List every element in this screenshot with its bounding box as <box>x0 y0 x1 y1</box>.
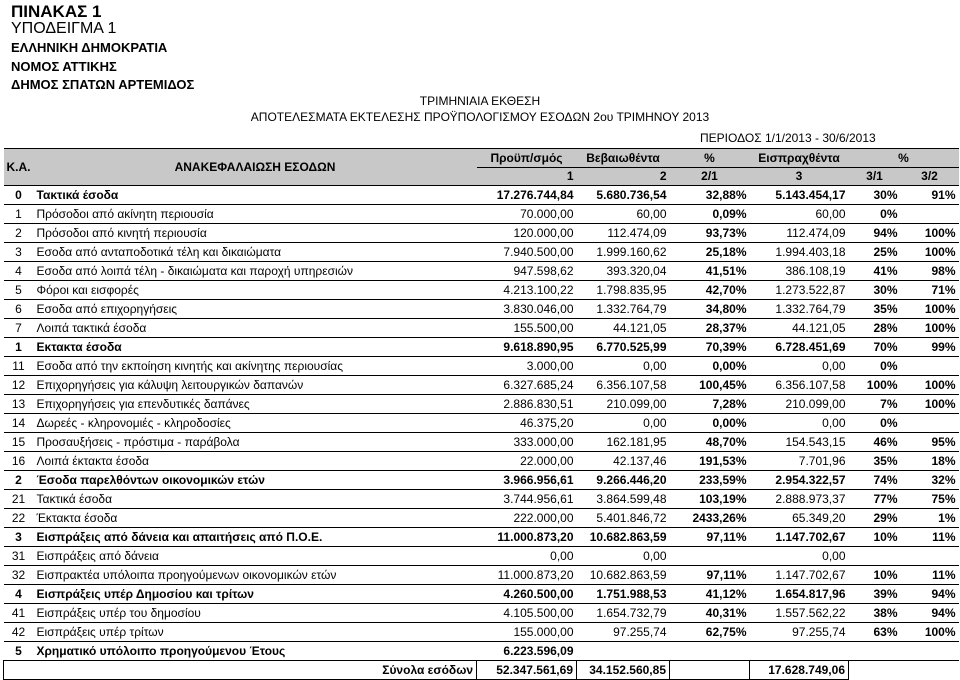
header-ka: Κ.Α. <box>4 149 34 186</box>
row-budget: 70.000,00 <box>477 205 577 224</box>
row-pct-collected-certified: 94% <box>901 585 959 604</box>
row-pct-collected-certified: 100% <box>901 623 959 642</box>
row-pct-collected-budget: 77% <box>849 490 901 509</box>
row-budget: 9.618.890,95 <box>477 338 577 357</box>
row-collected: 0,00 <box>750 357 849 376</box>
row-budget: 333.000,00 <box>477 433 577 452</box>
header-budget: Προϋπ/σμός <box>477 149 577 168</box>
row-certified: 44.121,05 <box>577 319 670 338</box>
row-certified: 1.751.988,53 <box>577 585 670 604</box>
row-pct-collected-budget: 7% <box>849 395 901 414</box>
table-header-row <box>4 149 959 168</box>
row-budget: 3.966.956,61 <box>477 471 577 490</box>
row-certified: 1.999.160,62 <box>577 243 670 262</box>
row-collected: 1.557.562,22 <box>750 604 849 623</box>
row-collected: 210.099,00 <box>750 395 849 414</box>
table-row <box>4 452 959 471</box>
row-pct-collected-budget: 30% <box>849 281 901 300</box>
row-certified: 6.356.107,58 <box>577 376 670 395</box>
row-collected: 0,00 <box>750 414 849 433</box>
colnum-5: 3/1 <box>849 168 901 186</box>
row-budget: 6.223.596,09 <box>477 642 577 661</box>
revenue-summary-table <box>3 148 959 680</box>
header-pct1: % <box>670 149 750 168</box>
row-name: Προσαυξήσεις - πρόστιμα - παράβολα <box>34 433 477 452</box>
row-certified: 6.770.525,99 <box>577 338 670 357</box>
row-name: Πρόσοδοι από κινητή περιουσία <box>34 224 477 243</box>
row-pct-collected-budget: 100% <box>849 376 901 395</box>
row-budget: 155.000,00 <box>477 623 577 642</box>
row-pct-collected-certified: 100% <box>901 243 959 262</box>
row-pct-collected-budget: 0% <box>849 414 901 433</box>
row-certified: 393.320,04 <box>577 262 670 281</box>
row-pct-collected-budget <box>849 547 901 566</box>
table-row <box>4 281 959 300</box>
row-name: Εισπρακτέα υπόλοιπα προηγούμενων οικονομικών ετών <box>34 566 477 585</box>
row-pct-certified: 233,59% <box>670 471 750 490</box>
row-budget: 4.105.500,00 <box>477 604 577 623</box>
row-name: Λοιπά τακτικά έσοδα <box>34 319 477 338</box>
row-pct-collected-certified: 100% <box>901 300 959 319</box>
row-collected: 386.108,19 <box>750 262 849 281</box>
colnum-6: 3/2 <box>901 168 959 186</box>
row-collected: 154.543,15 <box>750 433 849 452</box>
row-name: Επιχορηγήσεις για επενδυτικές δαπάνες <box>34 395 477 414</box>
row-collected: 1.332.764,79 <box>750 300 849 319</box>
row-code: 11 <box>4 357 34 376</box>
row-code: 21 <box>4 490 34 509</box>
row-pct-certified: 25,18% <box>670 243 750 262</box>
row-pct-certified: 97,11% <box>670 528 750 547</box>
row-pct-collected-certified: 94% <box>901 604 959 623</box>
row-certified: 0,00 <box>577 414 670 433</box>
table-row <box>4 490 959 509</box>
row-pct-collected-budget: 29% <box>849 509 901 528</box>
row-budget: 17.276.744,84 <box>477 186 577 205</box>
row-name: Δωρεές - κληρονομιές - κληροδοσίες <box>34 414 477 433</box>
row-certified: 9.266.446,20 <box>577 471 670 490</box>
totals-certified: 34.152.560,85 <box>577 661 670 680</box>
row-code: 1 <box>4 205 34 224</box>
table-row <box>4 319 959 338</box>
table-row <box>4 471 959 490</box>
row-collected: 44.121,05 <box>750 319 849 338</box>
row-pct-certified: 32,88% <box>670 186 750 205</box>
row-code: 7 <box>4 319 34 338</box>
table-row <box>4 357 959 376</box>
row-pct-collected-certified <box>901 205 959 224</box>
row-code: 32 <box>4 566 34 585</box>
row-certified: 10.682.863,59 <box>577 566 670 585</box>
row-pct-collected-budget: 28% <box>849 319 901 338</box>
row-pct-collected-certified: 100% <box>901 395 959 414</box>
row-name: Επιχορηγήσεις για κάλυψη λειτουργικών δαπανών <box>34 376 477 395</box>
row-pct-collected-budget: 35% <box>849 300 901 319</box>
prefecture-label: ΝΟΜΟΣ ΑΤΤΙΚΗΣ <box>11 59 117 74</box>
row-collected: 2.888.973,37 <box>750 490 849 509</box>
row-pct-collected-certified <box>901 357 959 376</box>
row-certified: 0,00 <box>577 357 670 376</box>
row-certified: 60,00 <box>577 205 670 224</box>
table-row <box>4 585 959 604</box>
report-subtitle: ΑΠΟΤΕΛΕΣΜΑΤΑ ΕΚΤΕΛΕΣΗΣ ΠΡΟΫΠΟΛΟΓΙΣΜΟΥ ΕΣΟΔΩΝ 2ου ΤΡΙΜΗΝΟΥ 2013 <box>250 110 710 124</box>
row-code: 22 <box>4 509 34 528</box>
row-name: Εσοδα από την εκποίηση κινητής και ακίνητης περιουσίας <box>34 357 477 376</box>
row-pct-collected-budget: 25% <box>849 243 901 262</box>
row-budget: 120.000,00 <box>477 224 577 243</box>
row-certified: 3.864.599,48 <box>577 490 670 509</box>
row-pct-collected-budget: 0% <box>849 205 901 224</box>
row-pct-collected-certified <box>901 547 959 566</box>
row-name: Εισπράξεις υπέρ του δημοσίου <box>34 604 477 623</box>
row-pct-collected-certified: 11% <box>901 566 959 585</box>
row-code: 2 <box>4 471 34 490</box>
row-code: 2 <box>4 224 34 243</box>
table-row <box>4 547 959 566</box>
row-budget: 11.000.873,20 <box>477 528 577 547</box>
row-pct-certified: 7,28% <box>670 395 750 414</box>
row-name: Τακτικά έσοδα <box>34 186 477 205</box>
row-budget: 6.327.685,24 <box>477 376 577 395</box>
row-code: 4 <box>4 262 34 281</box>
row-pct-certified: 100,45% <box>670 376 750 395</box>
row-pct-certified: 97,11% <box>670 566 750 585</box>
row-certified: 42.137,46 <box>577 452 670 471</box>
row-budget: 11.000.873,20 <box>477 566 577 585</box>
table-row <box>4 376 959 395</box>
row-pct-certified: 0,00% <box>670 357 750 376</box>
row-pct-collected-certified: 100% <box>901 376 959 395</box>
colnum-4: 3 <box>750 168 849 186</box>
row-pct-collected-budget: 46% <box>849 433 901 452</box>
table-number: ΠΙΝΑΚΑΣ 1 <box>11 2 102 21</box>
row-name: Εισπράξεις από δάνεια <box>34 547 477 566</box>
row-collected: 1.994.403,18 <box>750 243 849 262</box>
report-period: ΠΕΡΙΟΔΟΣ 1/1/2013 - 30/6/2013 <box>700 131 876 145</box>
table-row <box>4 433 959 452</box>
row-collected: 6.728.451,69 <box>750 338 849 357</box>
table-row <box>4 528 959 547</box>
row-pct-collected-budget: 70% <box>849 338 901 357</box>
row-certified: 5.680.736,54 <box>577 186 670 205</box>
totals-empty-2 <box>901 661 959 680</box>
row-name: Εισπράξεις από δάνεια και απαιτήσεις από Π.Ο.Ε. <box>34 528 477 547</box>
row-code: 15 <box>4 433 34 452</box>
row-budget: 155.500,00 <box>477 319 577 338</box>
row-pct-collected-certified: 95% <box>901 433 959 452</box>
row-name: Εσοδα από επιχορηγήσεις <box>34 300 477 319</box>
row-collected: 1.147.702,67 <box>750 566 849 585</box>
row-code: 42 <box>4 623 34 642</box>
row-budget: 4.260.500,00 <box>477 585 577 604</box>
row-name: Λοιπά έκτακτα έσοδα <box>34 452 477 471</box>
row-budget: 3.744.956,61 <box>477 490 577 509</box>
row-pct-collected-certified: 100% <box>901 224 959 243</box>
table-row <box>4 262 959 281</box>
row-pct-certified: 103,19% <box>670 490 750 509</box>
row-certified: 1.332.764,79 <box>577 300 670 319</box>
row-pct-collected-budget: 41% <box>849 262 901 281</box>
row-pct-certified: 42,70% <box>670 281 750 300</box>
row-code: 5 <box>4 642 34 661</box>
municipality-label: ΔΗΜΟΣ ΣΠΑΤΩΝ ΑΡΤΕΜΙΔΟΣ <box>11 77 195 92</box>
table-row <box>4 509 959 528</box>
row-code: 13 <box>4 395 34 414</box>
row-collected: 5.143.454,17 <box>750 186 849 205</box>
row-pct-certified: 62,75% <box>670 623 750 642</box>
row-collected: 65.349,20 <box>750 509 849 528</box>
row-name: Εκτακτα έσοδα <box>34 338 477 357</box>
row-collected: 0,00 <box>750 547 849 566</box>
totals-label: Σύνολα εσόδων <box>4 661 477 680</box>
row-pct-collected-budget: 30% <box>849 186 901 205</box>
row-budget: 2.886.830,51 <box>477 395 577 414</box>
template-label: ΥΠΟΔΕΙΓΜΑ 1 <box>11 20 117 37</box>
totals-budget: 52.347.561,69 <box>477 661 577 680</box>
header-summary: ΑΝΑΚΕΦΑΛΑΙΩΣΗ ΕΣΟΔΩΝ <box>34 149 477 186</box>
row-pct-certified: 34,80% <box>670 300 750 319</box>
row-certified: 210.099,00 <box>577 395 670 414</box>
table-row <box>4 395 959 414</box>
row-collected: 1.147.702,67 <box>750 528 849 547</box>
table-row <box>4 414 959 433</box>
colnum-1: 1 <box>477 168 577 186</box>
row-code: 14 <box>4 414 34 433</box>
row-name: Εσοδα από λοιπά τέλη - δικαιώματα και παροχή υπηρεσιών <box>34 262 477 281</box>
table-row <box>4 623 959 642</box>
header-pct2: % <box>849 149 959 168</box>
row-budget: 3.830.046,00 <box>477 300 577 319</box>
row-pct-collected-budget: 38% <box>849 604 901 623</box>
row-certified: 10.682.863,59 <box>577 528 670 547</box>
row-budget: 46.375,20 <box>477 414 577 433</box>
row-pct-collected-certified: 91% <box>901 186 959 205</box>
row-collected: 60,00 <box>750 205 849 224</box>
row-code: 3 <box>4 243 34 262</box>
row-collected: 97.255,74 <box>750 623 849 642</box>
row-collected: 2.954.322,57 <box>750 471 849 490</box>
row-budget: 4.213.100,22 <box>477 281 577 300</box>
row-collected: 1.654.817,96 <box>750 585 849 604</box>
row-code: 6 <box>4 300 34 319</box>
row-budget: 222.000,00 <box>477 509 577 528</box>
row-pct-collected-certified: 100% <box>901 319 959 338</box>
row-code: 16 <box>4 452 34 471</box>
colnum-3: 2/1 <box>670 168 750 186</box>
row-pct-collected-budget: 63% <box>849 623 901 642</box>
row-code: 12 <box>4 376 34 395</box>
row-pct-collected-certified: 18% <box>901 452 959 471</box>
table-row <box>4 300 959 319</box>
row-name: Εσοδα από ανταποδοτικά τέλη και δικαιώματα <box>34 243 477 262</box>
row-collected: 1.273.522,87 <box>750 281 849 300</box>
row-pct-certified: 2433,26% <box>670 509 750 528</box>
row-budget: 3.000,00 <box>477 357 577 376</box>
row-budget: 7.940.500,00 <box>477 243 577 262</box>
row-certified: 112.474,09 <box>577 224 670 243</box>
row-pct-certified: 48,70% <box>670 433 750 452</box>
row-code: 3 <box>4 528 34 547</box>
row-name: Χρηματικό υπόλοιπο προηγούμενου Έτους <box>34 642 477 661</box>
row-pct-certified: 40,31% <box>670 604 750 623</box>
row-budget: 22.000,00 <box>477 452 577 471</box>
row-pct-certified: 0,00% <box>670 414 750 433</box>
row-budget: 947.598,62 <box>477 262 577 281</box>
totals-collected: 17.628.749,06 <box>750 661 849 680</box>
row-name: Πρόσοδοι από ακίνητη περιουσία <box>34 205 477 224</box>
row-code: 4 <box>4 585 34 604</box>
table-row <box>4 243 959 262</box>
row-certified: 1.798.835,95 <box>577 281 670 300</box>
row-certified: 5.401.846,72 <box>577 509 670 528</box>
table-row <box>4 338 959 357</box>
row-pct-certified: 41,51% <box>670 262 750 281</box>
table-row <box>4 224 959 243</box>
row-name: Εισπράξεις υπέρ τρίτων <box>34 623 477 642</box>
row-collected: 6.356.107,58 <box>750 376 849 395</box>
row-pct-collected-certified: 32% <box>901 471 959 490</box>
row-name: Φόροι και εισφορές <box>34 281 477 300</box>
row-budget: 0,00 <box>477 547 577 566</box>
colnum-2: 2 <box>577 168 670 186</box>
row-pct-certified: 93,73% <box>670 224 750 243</box>
row-pct-certified: 191,53% <box>670 452 750 471</box>
row-pct-certified: 28,37% <box>670 319 750 338</box>
row-pct-collected-certified: 11% <box>901 528 959 547</box>
row-pct-collected-budget: 10% <box>849 566 901 585</box>
row-pct-certified: 41,12% <box>670 585 750 604</box>
row-pct-collected-budget: 94% <box>849 224 901 243</box>
row-pct-certified: 70,39% <box>670 338 750 357</box>
row-pct-certified <box>670 547 750 566</box>
row-pct-collected-certified: 71% <box>901 281 959 300</box>
row-pct-collected-budget: 10% <box>849 528 901 547</box>
row-pct-certified: 0,09% <box>670 205 750 224</box>
country-label: ΕΛΛΗΝΙΚΗ ΔΗΜΟΚΡΑΤΙΑ <box>11 40 168 55</box>
row-collected: 112.474,09 <box>750 224 849 243</box>
row-name: Εισπράξεις υπέρ Δημοσίου και τρίτων <box>34 585 477 604</box>
row-pct-collected-budget: 39% <box>849 585 901 604</box>
totals-row <box>4 661 959 680</box>
row-pct-collected-budget: 0% <box>849 357 901 376</box>
row-code: 0 <box>4 186 34 205</box>
header-collected: Εισπραχθέντα <box>750 149 849 168</box>
row-code: 41 <box>4 604 34 623</box>
row-pct-collected-certified: 1% <box>901 509 959 528</box>
row-code: 5 <box>4 281 34 300</box>
row-code: 1 <box>4 338 34 357</box>
row-name: Έκτακτα έσοδα <box>34 509 477 528</box>
row-pct-collected-certified: 75% <box>901 490 959 509</box>
table-row <box>4 604 959 623</box>
table-row <box>4 566 959 585</box>
row-certified: 0,00 <box>577 547 670 566</box>
row-certified: 1.654.732,79 <box>577 604 670 623</box>
row-pct-collected-budget: 74% <box>849 471 901 490</box>
row-pct-collected-budget: 35% <box>849 452 901 471</box>
header-certified: Βεβαιωθέντα <box>577 149 670 168</box>
table-row <box>4 186 959 205</box>
totals-empty-1 <box>849 661 901 680</box>
row-collected: 7.701,96 <box>750 452 849 471</box>
row-pct-collected-certified: 99% <box>901 338 959 357</box>
row-certified: 97.255,74 <box>577 623 670 642</box>
row-name: Έσοδα παρελθόντων οικονομικών ετών <box>34 471 477 490</box>
table-row <box>4 205 959 224</box>
row-name: Τακτικά έσοδα <box>34 490 477 509</box>
row-pct-collected-certified: 98% <box>901 262 959 281</box>
row-code: 31 <box>4 547 34 566</box>
row-pct-collected-certified <box>901 414 959 433</box>
report-title: ΤΡΙΜΗΝΙΑΙΑ ΕΚΘΕΣΗ <box>419 94 541 108</box>
totals-pct-certified <box>670 661 750 680</box>
row-certified: 162.181,95 <box>577 433 670 452</box>
